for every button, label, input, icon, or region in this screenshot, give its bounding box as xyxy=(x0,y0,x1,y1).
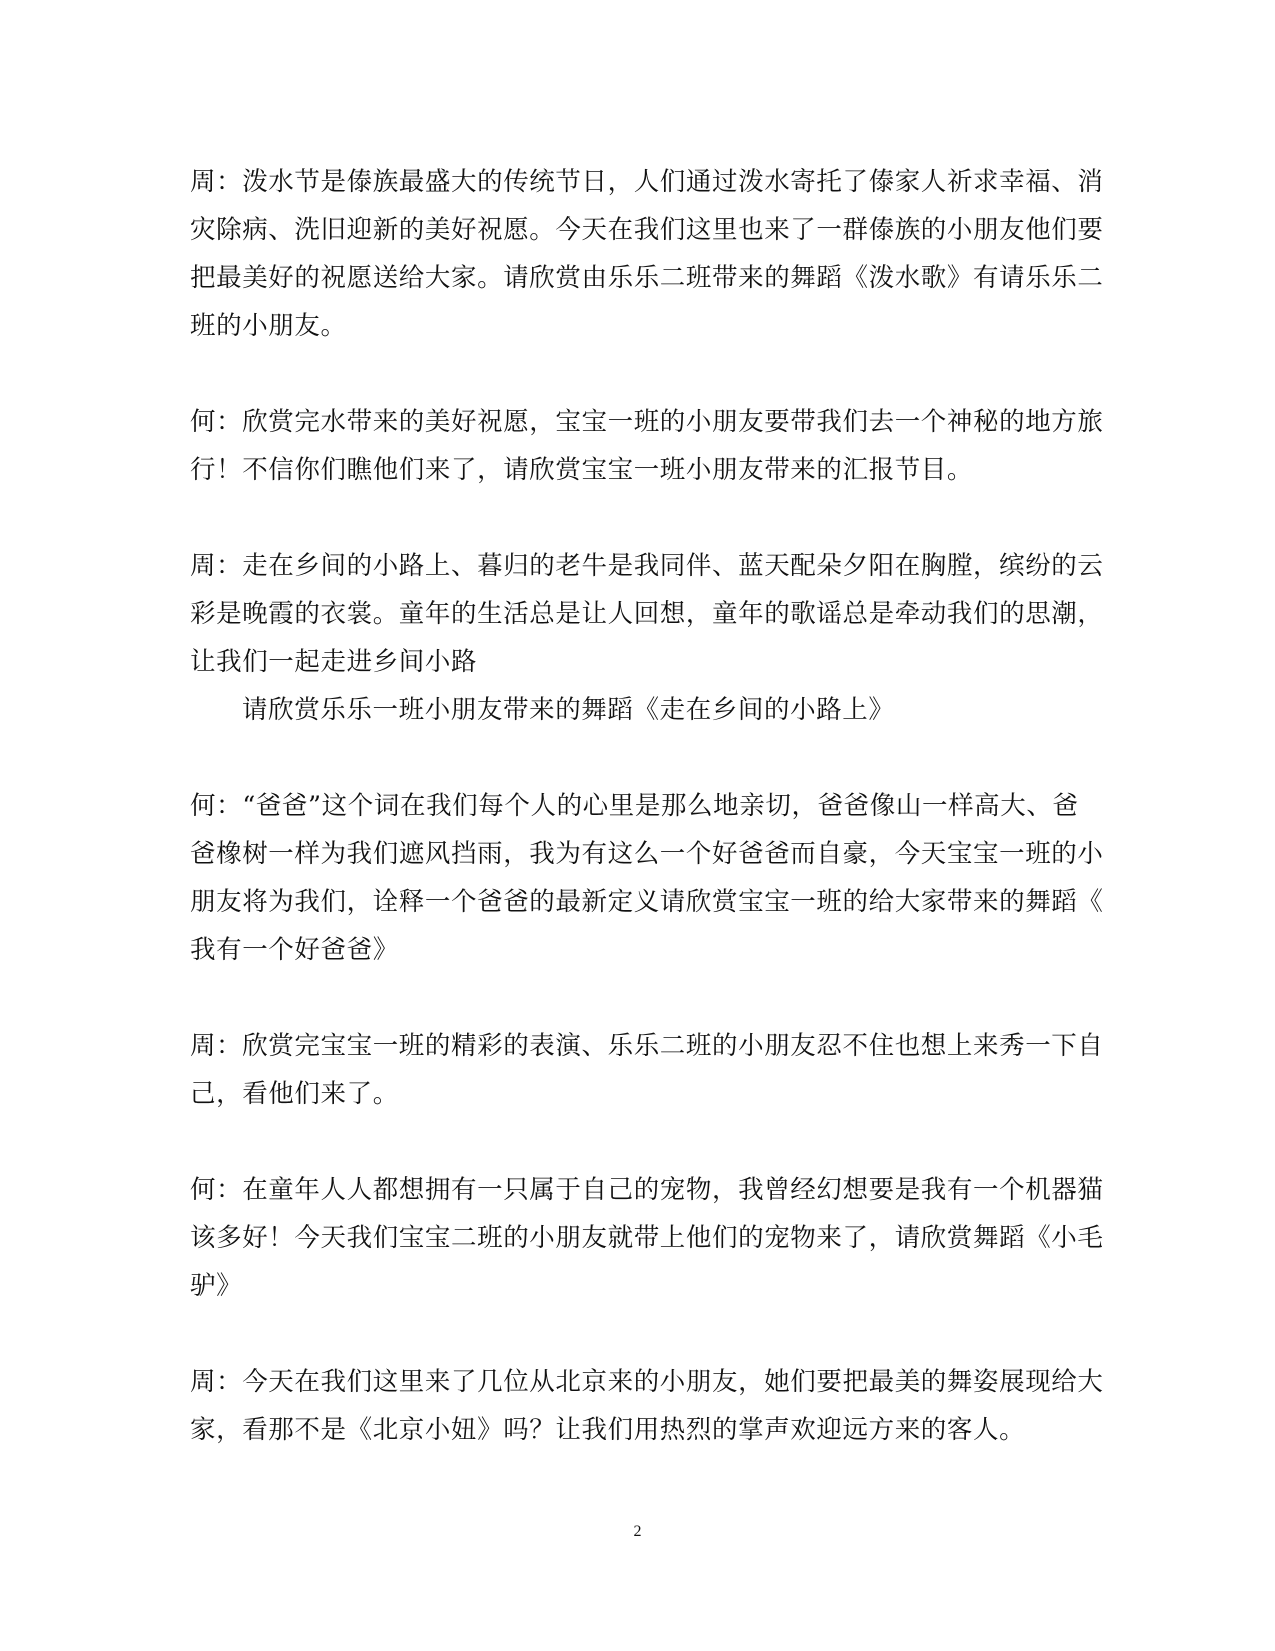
paragraph-country-road xyxy=(190,542,1104,734)
text-line: 朋友将为我们，诠释一个爸爸的最新定义请欣赏宝宝一班的给大家带来的舞蹈《 xyxy=(190,887,1104,917)
text-line: 灾除病、洗旧迎新的美好祝愿。今天在我们这里也来了一群傣族的小朋友他们要 xyxy=(190,215,1104,245)
text-line: 周：欣赏完宝宝一班的精彩的表演、乐乐二班的小朋友忍不住也想上来秀一下自 xyxy=(190,1031,1104,1061)
text-line: 何：在童年人人都想拥有一只属于自己的宠物，我曾经幻想要是我有一个机器猫 xyxy=(190,1175,1104,1205)
paragraph-water-festival xyxy=(190,158,1104,350)
text-line: 该多好！今天我们宝宝二班的小朋友就带上他们的宠物来了，请欣赏舞蹈《小毛 xyxy=(190,1223,1104,1253)
text-line: 驴》 xyxy=(190,1271,243,1301)
paragraph-little-donkey xyxy=(190,1166,1104,1310)
text-line: 何：“爸爸”这个词在我们每个人的心里是那么地亲切，爸爸像山一样高大、爸 xyxy=(190,791,1079,821)
text-line: 把最美好的祝愿送给大家。请欣赏由乐乐二班带来的舞蹈《泼水歌》有请乐乐二 xyxy=(190,263,1104,293)
paragraph-gap xyxy=(190,494,1070,542)
paragraph-good-dad xyxy=(190,782,1104,974)
text-line: 何：欣赏完水带来的美好祝愿，宝宝一班的小朋友要带我们去一个神秘的地方旅 xyxy=(190,407,1104,437)
paragraph-beijing-girl xyxy=(190,1358,1104,1454)
paragraph-gap xyxy=(190,1118,1070,1166)
text-line: 爸橡树一样为我们遮风挡雨，我为有这么一个好爸爸而自豪，今天宝宝一班的小 xyxy=(190,839,1104,869)
text-line: 让我们一起走进乡间小路 xyxy=(190,647,478,677)
page-number: 2 xyxy=(633,1523,642,1540)
text-line: 行！不信你们瞧他们来了，请欣赏宝宝一班小朋友带来的汇报节目。 xyxy=(190,455,974,485)
paragraph-class-two-show xyxy=(190,1022,1104,1118)
text-line: 己，看他们来了。 xyxy=(190,1079,399,1109)
text-line: 我有一个好爸爸》 xyxy=(190,935,399,965)
text-line: 家，看那不是《北京小妞》吗？让我们用热烈的掌声欢迎远方来的客人。 xyxy=(190,1415,1026,1445)
paragraph-gap xyxy=(190,734,1070,782)
paragraph-gap xyxy=(190,350,1070,398)
paragraph-gap xyxy=(190,1310,1070,1358)
page-body xyxy=(190,158,1104,1454)
paragraph-gap xyxy=(190,974,1070,1022)
text-line: 周：走在乡间的小路上、暮归的老牛是我同伴、蓝天配朵夕阳在胸膛，缤纷的云 xyxy=(190,551,1104,581)
text-line: 请欣赏乐乐一班小朋友带来的舞蹈《走在乡间的小路上》 xyxy=(242,695,895,725)
text-line: 周：今天在我们这里来了几位从北京来的小朋友，她们要把最美的舞姿展现给大 xyxy=(190,1367,1104,1397)
text-line: 班的小朋友。 xyxy=(190,311,347,341)
paragraph-mysterious-trip xyxy=(190,398,1104,494)
text-line: 周：泼水节是傣族最盛大的传统节日，人们通过泼水寄托了傣家人祈求幸福、消 xyxy=(190,167,1104,197)
text-line: 彩是晚霞的衣裳。童年的生活总是让人回想，童年的歌谣总是牵动我们的思潮， xyxy=(190,599,1104,629)
